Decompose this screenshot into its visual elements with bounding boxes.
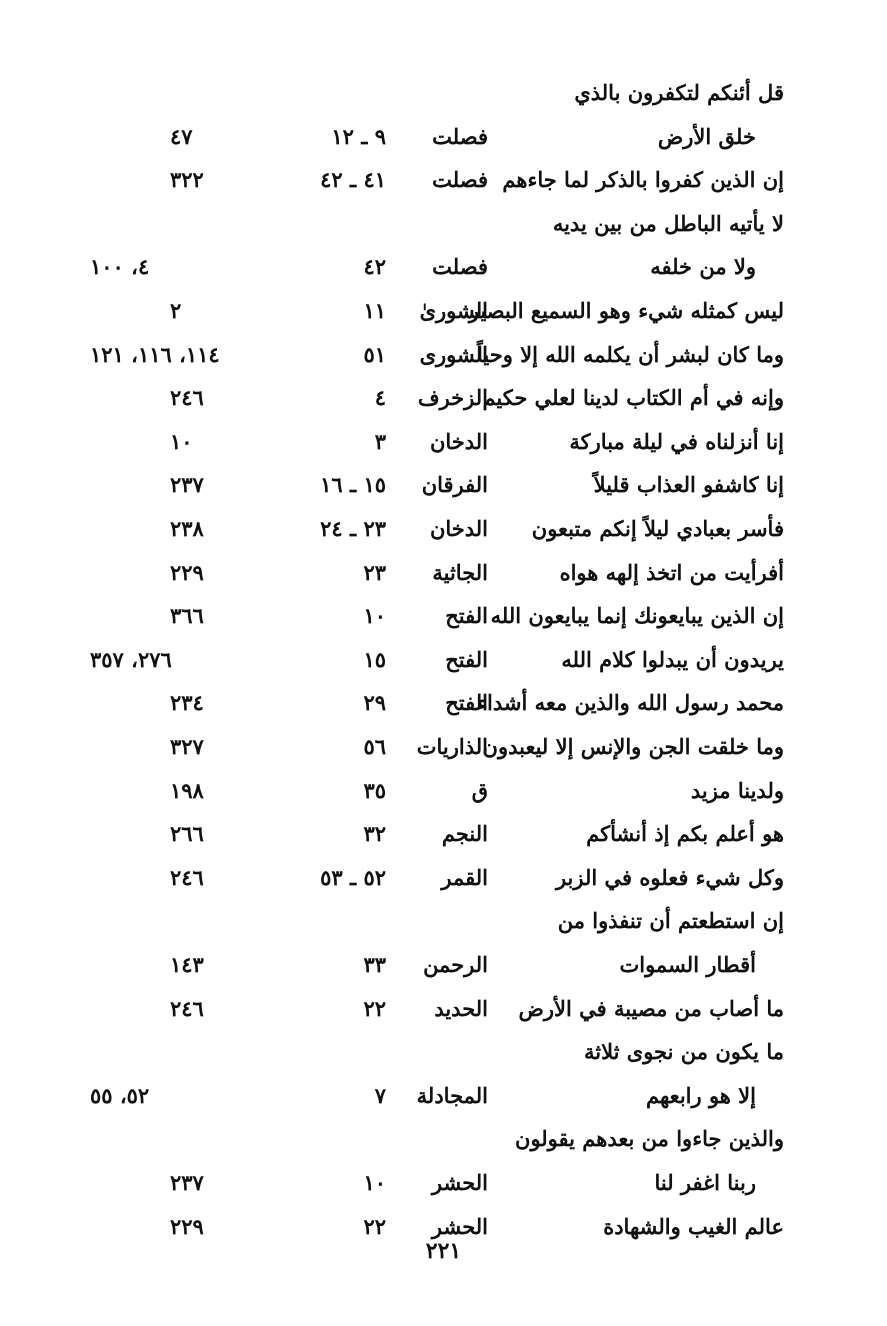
- index-entry: [90, 815, 784, 858]
- surah-name: الحشر: [431, 1213, 488, 1239]
- verse-text: ربنا اغفر لنا: [654, 1170, 756, 1195]
- surah-name: الدخان: [429, 428, 488, 454]
- page-references: ٢٤٦: [170, 864, 204, 890]
- surah-name: الدخان: [429, 516, 488, 541]
- ayah-number: ٣٥: [363, 777, 386, 803]
- page-references: ٢: [170, 298, 182, 323]
- verse-text: ما يكون من نجوى ثلاثة: [583, 1039, 784, 1065]
- surah-name: فصلت: [432, 123, 488, 149]
- ayah-number: ٧: [374, 1082, 386, 1108]
- page-references: ٢٧٦، ٣٥٧: [90, 646, 172, 672]
- verse-text: فأسر بعبادي ليلاً إنكم متبعون: [531, 516, 784, 541]
- verse-text: إنا أنزلناه في ليلة مباركة: [569, 428, 784, 454]
- index-entry: [90, 466, 784, 509]
- ayah-number: ٢٩: [363, 690, 386, 716]
- verse-text: وكل شيء فعلوه في الزبر: [555, 864, 784, 890]
- ayah-number: ٣: [374, 428, 386, 454]
- surah-name: الشورى: [419, 341, 488, 367]
- index-entry: [90, 74, 784, 117]
- verse-text: وما خلقت الجن والإنس إلا ليعبدون: [482, 734, 784, 759]
- verse-text: خلق الأرض: [657, 123, 756, 149]
- index-entry: [90, 1120, 784, 1163]
- ayah-number: ١٥ ـ ١٦: [320, 472, 386, 498]
- page-references: ٤، ١٠٠: [90, 254, 150, 280]
- surah-name: الرحمن: [423, 952, 488, 977]
- surah-name: الفتح: [445, 603, 488, 629]
- verse-text: إلا هو رابعهم: [646, 1082, 756, 1108]
- verse-text: لا يأتيه الباطل من بين يديه: [552, 210, 784, 236]
- verse-text: ولدينا مزيد: [690, 777, 784, 803]
- verse-text: محمد رسول الله والذين معه أشداء: [477, 690, 784, 716]
- ayah-number: ١٠: [363, 603, 386, 629]
- index-entry: [90, 684, 784, 727]
- index-entry: [90, 1077, 784, 1120]
- verse-text: قل أئنكم لتكفرون بالذي: [574, 80, 784, 105]
- ayah-number: ٥١: [363, 341, 386, 367]
- page-references: ٣٦٦: [170, 603, 204, 629]
- surah-name: فصلت: [432, 167, 488, 193]
- ayah-number: ٥٦: [363, 734, 386, 759]
- surah-name: الجاثية: [432, 559, 488, 585]
- index-entry: [90, 859, 784, 902]
- page-references: ٥٢، ٥٥: [90, 1082, 150, 1108]
- ayah-number: ١٥: [363, 646, 386, 672]
- page-number: ٢٢١: [425, 1238, 462, 1264]
- page-references: ١١٤، ١١٦، ١٢١: [90, 341, 220, 367]
- index-entry: [90, 597, 784, 640]
- page-references: ٤٧: [170, 123, 193, 149]
- index-entry: [90, 772, 784, 815]
- surah-name: المجادلة: [416, 1082, 488, 1108]
- surah-name: الحشر: [431, 1170, 488, 1195]
- ayah-number: ٣٢: [363, 821, 386, 847]
- surah-name: الزخرف: [417, 385, 488, 411]
- ayah-number: ٤: [374, 385, 386, 411]
- surah-name: النجم: [441, 821, 488, 847]
- surah-name: فصلت: [432, 254, 488, 280]
- page-references: ٣٢٧: [170, 734, 204, 759]
- index-entry: [90, 641, 784, 684]
- ayah-number: ٤١ ـ ٤٢: [320, 167, 386, 193]
- index-entry: [90, 205, 784, 248]
- index-entry: [90, 990, 784, 1033]
- verse-text: يريدون أن يبدلوا كلام الله: [561, 646, 784, 672]
- surah-name: الشورىٰ: [419, 298, 488, 323]
- ayah-number: ٢٢: [363, 995, 386, 1021]
- index-entry: [90, 118, 784, 161]
- surah-name: الفتح: [445, 646, 488, 672]
- verse-text: إنا كاشفو العذاب قليلاً: [593, 472, 784, 498]
- ayah-number: ١١: [363, 298, 386, 323]
- page-references: ١٠: [170, 428, 193, 454]
- index-entry: [90, 902, 784, 945]
- index-entry: [90, 728, 784, 771]
- verse-text: إن استطعتم أن تنفذوا من: [557, 908, 784, 934]
- verse-text: وإنه في أم الكتاب لدينا لعلي حكيم: [482, 385, 784, 411]
- page-references: ٢٤٦: [170, 385, 204, 411]
- index-entry: [90, 1033, 784, 1076]
- ayah-number: ٢٢: [363, 1213, 386, 1239]
- ayah-number: ١٠: [363, 1170, 386, 1195]
- verse-text: أقطار السموات: [619, 952, 756, 977]
- page-references: ٢٣٧: [170, 1170, 204, 1195]
- surah-name: الذاريات: [416, 734, 488, 759]
- verse-text: هو أعلم بكم إذ أنشأكم: [586, 821, 784, 847]
- verse-text: إن الذين يبايعونك إنما يبايعون الله: [490, 603, 784, 629]
- page-references: ١٤٣: [170, 952, 204, 977]
- verse-text: ولا من خلفه: [650, 254, 756, 280]
- page-references: ٢٣٤: [170, 690, 204, 716]
- surah-name: الحديد: [434, 995, 488, 1021]
- surah-name: الفرقان: [421, 472, 488, 498]
- page-references: ٢٣٨: [170, 516, 204, 541]
- page-references: ٢٢٩: [170, 1213, 204, 1239]
- surah-name: الفتح: [445, 690, 488, 716]
- ayah-number: ٣٣: [363, 952, 386, 977]
- index-entry: [90, 1164, 784, 1207]
- verse-text: وما كان لبشر أن يكلمه الله إلا وحياً: [476, 341, 784, 367]
- verse-text: أفرأيت من اتخذ إلهه هواه: [559, 559, 784, 585]
- verse-text: ليس كمثله شيء وهو السميع البصير: [468, 298, 784, 323]
- index-entry: [90, 423, 784, 466]
- index-entry: [90, 248, 784, 291]
- verse-text: والذين جاءوا من بعدهم يقولون: [515, 1126, 784, 1152]
- verse-text: إن الذين كفروا بالذكر لما جاءهم: [502, 167, 784, 193]
- index-entry: [90, 510, 784, 553]
- page-references: ٣٢٢: [170, 167, 204, 193]
- page-references: ٢٤٦: [170, 995, 204, 1021]
- page-references: ١٩٨: [170, 777, 204, 803]
- index-entry: [90, 161, 784, 204]
- index-entry: [90, 554, 784, 597]
- index-entry: [90, 292, 784, 335]
- ayah-number: ٩ ـ ١٢: [331, 123, 386, 149]
- verse-text: ما أصاب من مصيبة في الأرض: [518, 995, 784, 1021]
- ayah-number: ٢٣: [363, 559, 386, 585]
- ayah-number: ٢٣ ـ ٢٤: [320, 516, 386, 541]
- page-references: ٢٢٩: [170, 559, 204, 585]
- ayah-number: ٥٢ ـ ٥٣: [320, 864, 386, 890]
- index-entry: [90, 946, 784, 989]
- surah-name: القمر: [441, 864, 488, 890]
- index-entry: [90, 379, 784, 422]
- page-references: ٢٣٧: [170, 472, 204, 498]
- surah-name: ق: [471, 777, 488, 803]
- ayah-number: ٤٢: [363, 254, 386, 280]
- page-references: ٢٦٦: [170, 821, 204, 847]
- verse-text: عالم الغيب والشهادة: [603, 1213, 784, 1239]
- index-entry: [90, 336, 784, 379]
